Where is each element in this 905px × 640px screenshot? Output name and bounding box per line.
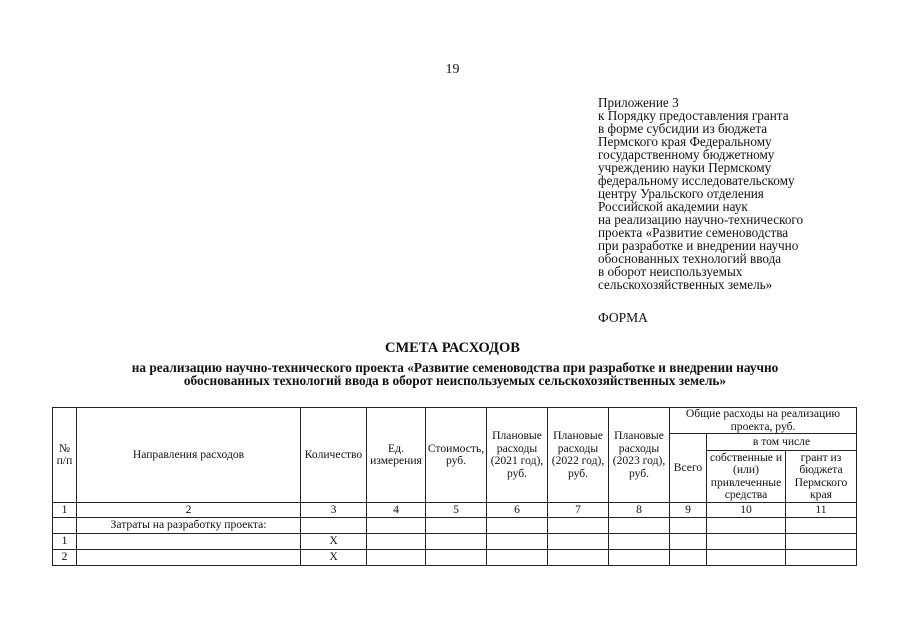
column-number: 9 xyxy=(670,503,707,518)
empty-cell xyxy=(367,518,426,534)
appendix-line: при разработке и внедрении научно xyxy=(598,238,799,253)
appendix-line: проекта «Развитие семеноводства xyxy=(598,225,789,240)
header-quantity: Количество xyxy=(301,408,367,503)
empty-cell xyxy=(786,518,857,534)
header-cost: Стоимость, руб. xyxy=(426,408,487,503)
empty-cell xyxy=(426,550,487,566)
header-num: № п/п xyxy=(53,408,77,503)
empty-cell xyxy=(786,550,857,566)
row-direction xyxy=(77,534,301,550)
empty-cell xyxy=(548,534,609,550)
empty-cell xyxy=(707,534,786,550)
header-plan-2023: Плановые расходы (2023 год), руб. xyxy=(609,408,670,503)
section-label: Затраты на разработку проекта: xyxy=(77,518,301,534)
row-direction xyxy=(77,550,301,566)
column-number: 8 xyxy=(609,503,670,518)
subtitle-line-1: на реализацию научно-технического проекта «Развитие семеноводства при разработке и внедрении научно xyxy=(131,360,779,375)
empty-cell xyxy=(487,534,548,550)
header-grant: грант из бюджета Пермского края xyxy=(786,451,857,503)
header-unit: Ед. измерения xyxy=(367,408,426,503)
header-plan-2021: Плановые расходы (2021 год), руб. xyxy=(487,408,548,503)
appendix-line: сельскохозяйственных земель» xyxy=(598,277,773,292)
appendix-line: обоснованных технологий ввода xyxy=(598,251,782,266)
header-total: Всего xyxy=(670,434,707,503)
empty-cell xyxy=(367,534,426,550)
column-number: 6 xyxy=(487,503,548,518)
empty-cell xyxy=(609,534,670,550)
header-plan-2022: Плановые расходы (2022 год), руб. xyxy=(548,408,609,503)
column-number: 4 xyxy=(367,503,426,518)
section-num-cell xyxy=(53,518,77,534)
header-own-funds: собственные и (или) привлеченные средства xyxy=(707,451,786,503)
empty-cell xyxy=(367,550,426,566)
empty-cell xyxy=(487,550,548,566)
header-direction: Направления расходов xyxy=(77,408,301,503)
empty-cell xyxy=(786,534,857,550)
appendix-line: федеральному исследовательскому xyxy=(598,173,795,188)
section-row xyxy=(53,518,857,534)
empty-cell xyxy=(670,518,707,534)
column-number: 2 xyxy=(77,503,301,518)
empty-cell xyxy=(301,518,367,534)
column-number: 10 xyxy=(707,503,786,518)
appendix-line: в оборот неиспользуемых xyxy=(598,264,743,279)
column-number: 7 xyxy=(548,503,609,518)
table-row xyxy=(53,534,857,550)
empty-cell xyxy=(426,518,487,534)
form-label: ФОРМА xyxy=(598,310,648,325)
appendix-line: на реализацию научно-технического xyxy=(598,212,804,227)
empty-cell xyxy=(426,534,487,550)
column-number: 11 xyxy=(786,503,857,518)
row-quantity: X xyxy=(301,534,367,550)
column-number-row xyxy=(53,503,857,518)
empty-cell xyxy=(487,518,548,534)
empty-cell xyxy=(609,518,670,534)
document-subtitle xyxy=(40,361,870,387)
appendix-note xyxy=(598,96,888,291)
empty-cell xyxy=(609,550,670,566)
table-row xyxy=(53,550,857,566)
row-quantity: X xyxy=(301,550,367,566)
appendix-line: Российской академии наук xyxy=(598,199,748,214)
appendix-line: учреждению науки Пермскому xyxy=(598,160,772,175)
empty-cell xyxy=(707,550,786,566)
appendix-line: в форме субсидии из бюджета xyxy=(598,121,768,136)
empty-cell xyxy=(548,550,609,566)
page-number: 19 xyxy=(445,62,460,77)
column-number: 3 xyxy=(301,503,367,518)
empty-cell xyxy=(670,534,707,550)
row-num: 2 xyxy=(53,550,77,566)
subtitle-line-2: обоснованных технологий ввода в оборот неиспользуемых сельскохозяйственных земель» xyxy=(183,373,727,388)
column-number: 1 xyxy=(53,503,77,518)
empty-cell xyxy=(707,518,786,534)
column-number: 5 xyxy=(426,503,487,518)
appendix-line: Пермского края Федеральному xyxy=(598,134,772,149)
header-including: в том числе xyxy=(707,434,857,451)
estimate-table xyxy=(52,407,857,566)
appendix-line: Приложение 3 xyxy=(598,95,679,110)
row-num: 1 xyxy=(53,534,77,550)
appendix-line: государственному бюджетному xyxy=(598,147,775,162)
document-title: СМЕТА РАСХОДОВ xyxy=(385,340,520,356)
header-total-group: Общие расходы на реализацию проекта, руб. xyxy=(670,408,857,434)
empty-cell xyxy=(670,550,707,566)
appendix-line: к Порядку предоставления гранта xyxy=(598,108,789,123)
appendix-line: центру Уральского отделения xyxy=(598,186,764,201)
empty-cell xyxy=(548,518,609,534)
